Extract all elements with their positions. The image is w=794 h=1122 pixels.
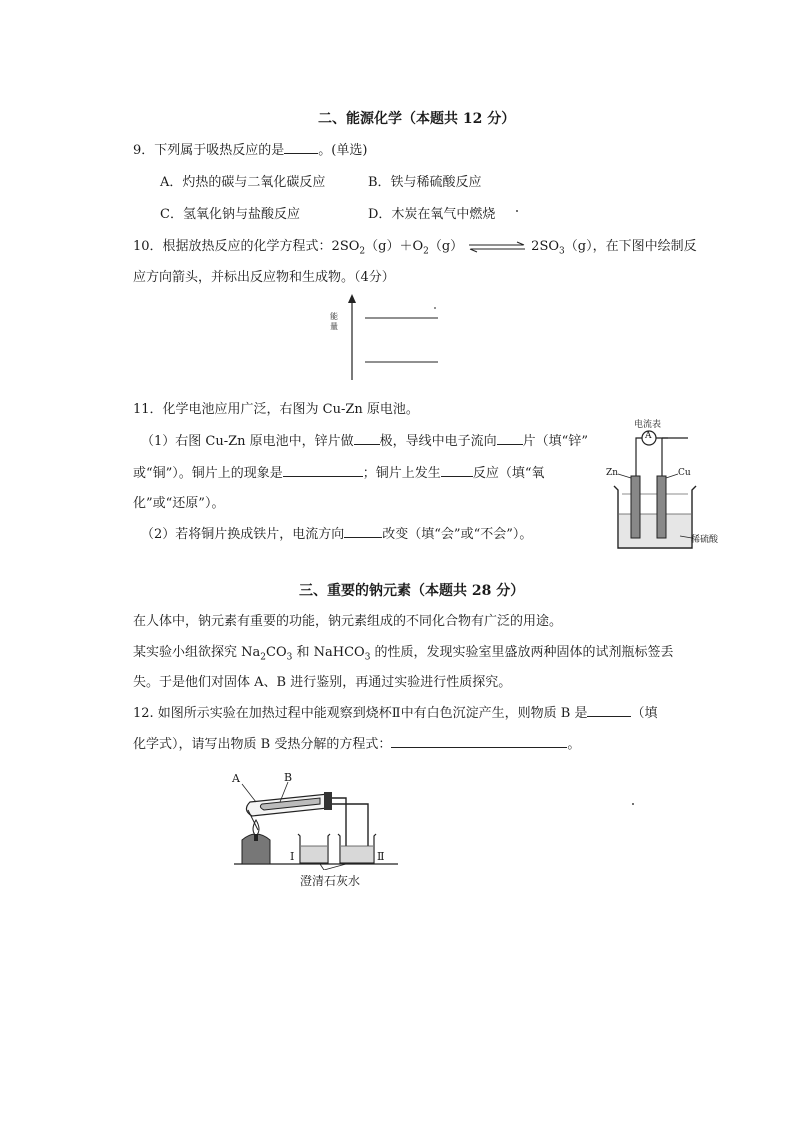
tube-stopper	[324, 792, 332, 810]
section-3-para-3: 失。于是他们对固体 A、B 进行鉴别，再通过实验进行性质探究。	[133, 675, 512, 690]
q11-p1-text-a: （1）右图 Cu-Zn 原电池中，锌片做	[141, 434, 354, 449]
question-9-option-b: B．铁与稀硫酸反应	[368, 175, 482, 190]
q12-text-b: （填	[631, 706, 658, 721]
q11-p1-text-c: 片（填“锌”	[522, 434, 588, 449]
s3-para2-b: CO	[266, 645, 287, 660]
section-3-para-2	[133, 641, 674, 663]
sulfuric-acid-solution	[619, 514, 691, 547]
energy-axis-arrowhead	[348, 294, 356, 303]
q10-text-a: 10．根据放热反应的化学方程式：2SO	[133, 239, 360, 254]
question-11-part-1-line-1	[141, 430, 588, 449]
question-9-stem	[133, 139, 367, 158]
s3-sub-a: 2	[260, 652, 266, 663]
s3-sub-c: 3	[364, 652, 371, 663]
s3-para2-c: 和 NaHCO	[292, 645, 365, 660]
section-3-title: 三、重要的钠元素（本题共 28 分）	[299, 583, 525, 599]
answer-blank-11-current[interactable]	[344, 525, 382, 538]
q11-p2-text-c: 反应（填“氧	[472, 466, 545, 481]
answer-blank-12-equation[interactable]	[391, 735, 567, 748]
s3-sub-b: 3	[286, 652, 293, 663]
copper-electrode	[657, 476, 666, 538]
q10-text-e: （g），在下图中绘制反	[564, 239, 697, 254]
beaker-1-solution	[301, 846, 327, 862]
question-11-intro: 11．化学电池应用广泛，右图为 Cu-Zn 原电池。	[133, 402, 419, 417]
question-10-line-2: 应方向箭头，并标出反应物和生成物。（4分）	[133, 270, 395, 285]
zn-label: Zn	[606, 468, 619, 478]
answer-blank-11-direction[interactable]	[497, 432, 523, 445]
energy-diagram[interactable]	[325, 292, 445, 382]
question-12-line-1	[133, 702, 657, 721]
q11-p2-text-a: 或“铜”）。铜片上的现象是	[133, 466, 283, 481]
zn-label-line	[618, 474, 631, 478]
delivery-tube-1	[332, 798, 346, 852]
limewater-caption: 澄清石灰水	[300, 874, 361, 888]
q10-sub-a: 2	[359, 246, 366, 257]
label-a-pointer	[242, 784, 256, 802]
ammeter-label: 电流表	[634, 420, 662, 430]
answer-blank-12-formula[interactable]	[587, 704, 631, 717]
question-11-part-1-line-3: 化”或“还原”）。	[133, 496, 225, 511]
answer-blank-11-pole[interactable]	[354, 432, 380, 445]
q10-text-c: （g）	[428, 239, 464, 254]
beaker-1-label: Ⅰ	[290, 850, 295, 863]
marker-dot	[434, 307, 436, 309]
q11-p4-text-b: 改变（填“会”或“不会”）。	[382, 527, 533, 542]
cu-label: Cu	[678, 468, 691, 478]
q11-p2-text-b: ；铜片上发生	[362, 466, 441, 481]
zinc-electrode	[631, 476, 640, 538]
caption-pointer-2	[324, 864, 346, 870]
question-9-option-a: A．灼热的碳与二氧化碳反应	[160, 175, 326, 190]
section-2-title: 二、能源化学（本题共 12 分）	[318, 111, 516, 127]
beaker-2-solution	[341, 846, 373, 862]
label-a: A	[232, 772, 240, 785]
q12-text-d: 。	[567, 737, 581, 752]
question-10-line-1	[133, 235, 697, 257]
stray-dot	[632, 803, 634, 805]
caption-pointer	[320, 864, 324, 870]
solution-label: 稀硫酸	[691, 535, 719, 545]
s3-para2-d: 的性质，发现实验室里盛放两种固体的试剂瓶标签丢	[370, 645, 674, 660]
question-11-part-1-line-2	[133, 462, 544, 481]
q11-p4-text-a: （2）若将铜片换成铁片，电流方向	[141, 527, 345, 542]
q10-sub-b: 2	[423, 246, 429, 257]
q12-text-c: 化学式），请写出物质 B 受热分解的方程式：	[133, 737, 392, 752]
q12-text-a: 12. 如图所示实验在加热过程中能观察到烧杯Ⅱ中有白色沉淀产生，则物质 B 是	[133, 706, 588, 721]
question-9-stem-text: 9．下列属于吸热反应的是	[133, 143, 285, 158]
answer-blank-11-reaction[interactable]	[441, 464, 473, 477]
answer-blank-11-phenomenon[interactable]	[283, 464, 363, 477]
question-12-line-2	[133, 733, 580, 752]
section-3-para-1: 在人体中，钠元素有重要的功能，钠元素组成的不同化合物有广泛的用途。	[133, 614, 563, 629]
q11-p1-text-b: 极，导线中电子流向	[379, 434, 497, 449]
energy-axis-label-text: 能量	[330, 312, 338, 331]
ammeter-symbol: A	[645, 431, 652, 441]
q10-text-d: 2SO	[531, 239, 560, 254]
q10-sub-c: 3	[559, 246, 565, 257]
q10-text-b: （g）＋O	[365, 239, 424, 254]
question-9-stem-suffix: 。(单选)	[318, 143, 368, 158]
answer-blank-9[interactable]	[284, 141, 318, 154]
equilibrium-arrow-icon	[467, 241, 527, 253]
cu-label-line	[666, 474, 678, 478]
beaker-2-label: Ⅱ	[377, 850, 385, 863]
question-11-part-2	[141, 523, 532, 542]
question-9-option-c: C．氢氧化钠与盐酸反应	[160, 207, 300, 222]
stray-dot-2	[516, 210, 518, 212]
s3-para2-a: 某实验小组欲探究 Na	[133, 645, 261, 660]
question-9-option-d: D．木炭在氧气中燃烧	[368, 207, 496, 222]
lamp-wick	[254, 834, 258, 841]
label-b: B	[284, 771, 293, 784]
